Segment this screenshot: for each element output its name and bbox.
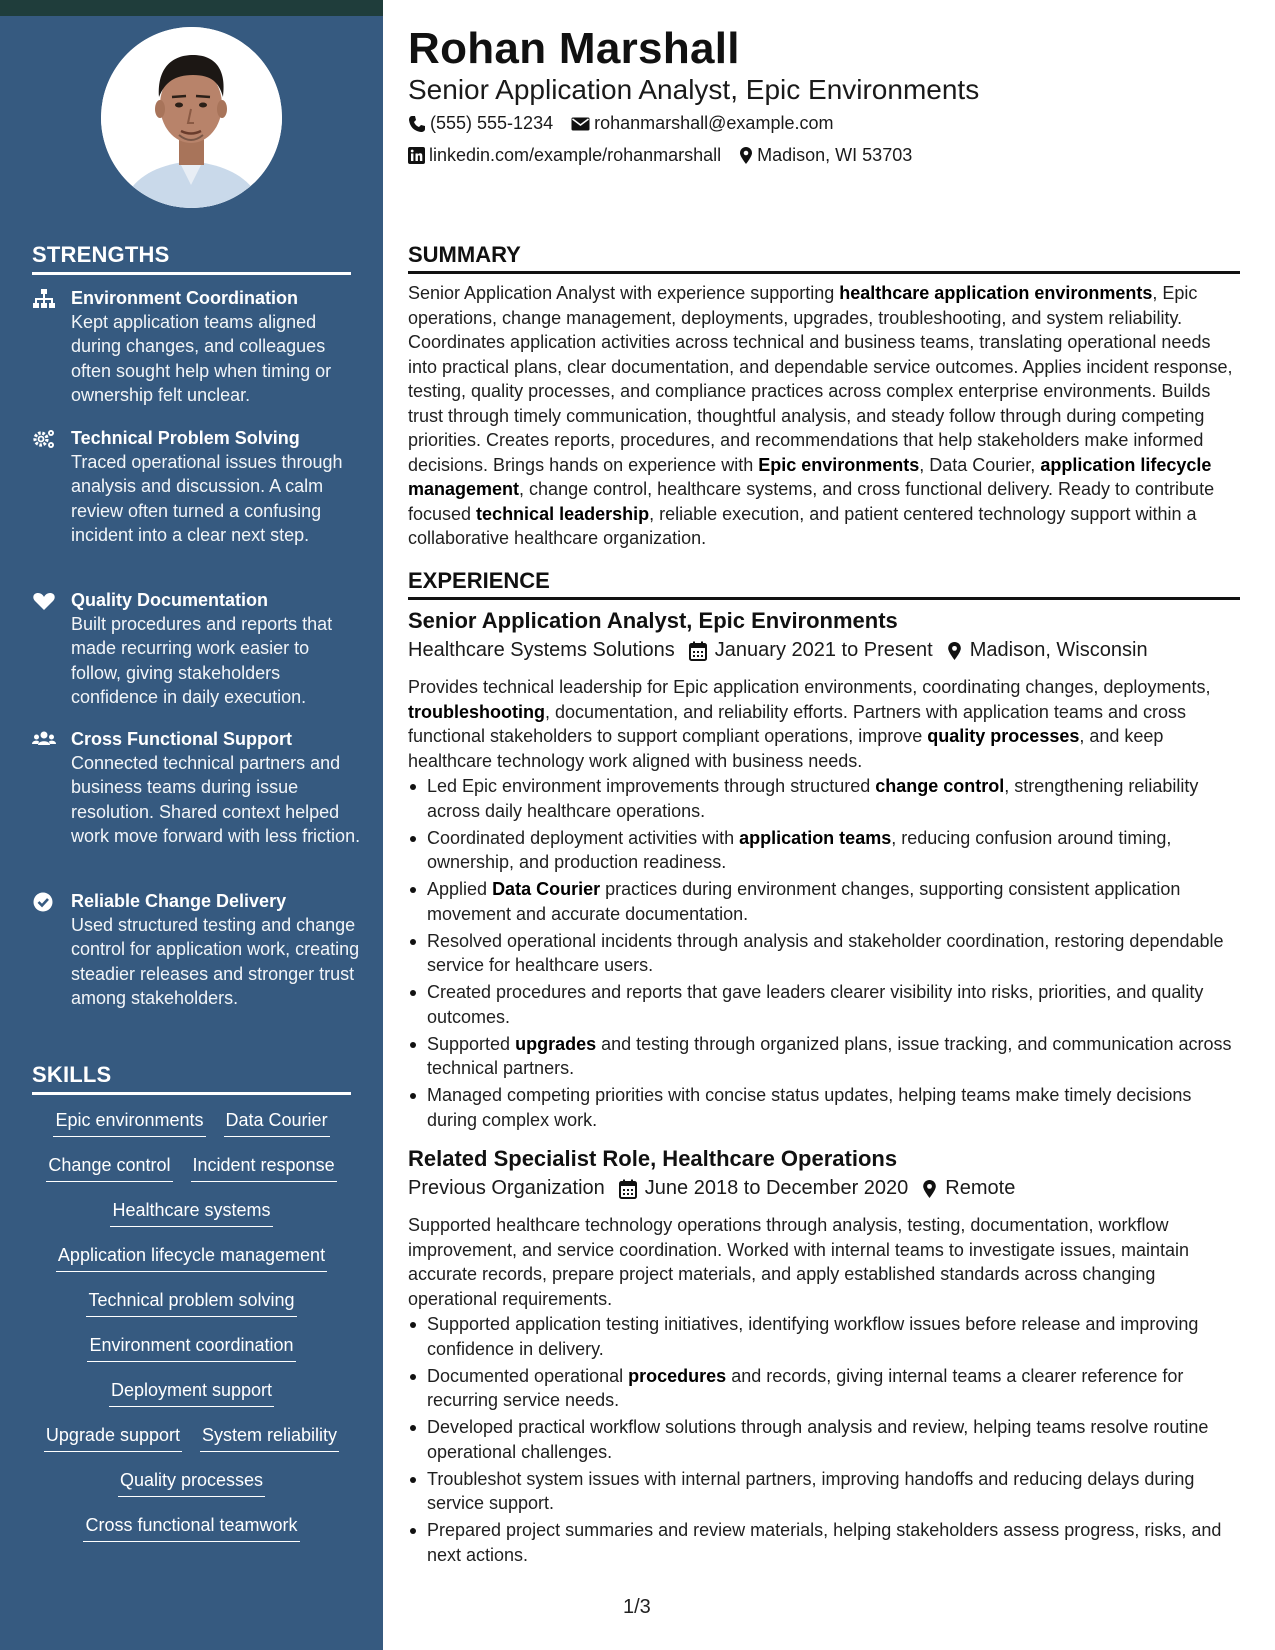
body-text: and testing through organized plans, issue tracking, and communication across technical partners. (427, 1033, 1232, 1078)
emphasis-text: troubleshooting (408, 701, 545, 722)
job-title: Related Specialist Role, Healthcare Operations (408, 1146, 898, 1171)
skill-row (32, 1423, 351, 1468)
skill-tag: System reliability (200, 1423, 339, 1452)
summary-text (408, 281, 1240, 551)
heart-icon (32, 590, 56, 612)
job-location: Madison, Wisconsin (969, 639, 1148, 661)
strength-title: Reliable Change Delivery (71, 891, 287, 911)
sitemap-icon (32, 288, 56, 310)
skill-tag: Data Courier (224, 1108, 330, 1137)
skill-tag: Application lifecycle management (56, 1243, 327, 1272)
users-icon (32, 729, 56, 751)
experience-heading: EXPERIENCE (408, 568, 1240, 600)
email-text: rohanmarshall@example.com (594, 113, 834, 133)
phone-text: (555) 555-1234 (430, 113, 554, 133)
skill-tag: Cross functional teamwork (83, 1513, 299, 1542)
job-dates: June 2018 to December 2020 (644, 1177, 909, 1199)
body-text: and records, giving internal teams a clearer reference for recurring service needs. (427, 1365, 1184, 1410)
strength-item (32, 727, 362, 848)
skills-heading: SKILLS (32, 1062, 351, 1095)
body-text: Prepared project summaries and review materials, helping stakeholders assess progress, risks, and next actions. (427, 1520, 1222, 1565)
skill-row (32, 1378, 351, 1423)
skill-tag: Quality processes (118, 1468, 265, 1497)
bullet-item (408, 1467, 1240, 1516)
emphasis-text: procedures (628, 1365, 727, 1386)
job-dates: January 2021 to Present (714, 639, 933, 661)
phone-icon (408, 115, 426, 133)
emphasis-text: technical leadership (476, 503, 650, 524)
skill-tag: Epic environments (53, 1108, 205, 1137)
body-text: Applied (427, 879, 493, 899)
strength-title: Cross Functional Support (71, 729, 293, 749)
strengths-heading: STRENGTHS (32, 242, 351, 275)
job-intro (408, 675, 1240, 773)
location-text: Madison, WI 53703 (757, 145, 913, 165)
check-circle-icon (32, 891, 56, 913)
location-contact (739, 145, 912, 166)
bullet-item (408, 929, 1240, 978)
emphasis-text: Epic environments (758, 454, 920, 475)
bullet-item (408, 1518, 1240, 1567)
body-text: Supported (427, 1033, 516, 1054)
strength-item (32, 588, 362, 709)
skill-tag: Incident response (191, 1153, 337, 1182)
job-location: Remote (945, 1177, 1016, 1199)
body-text: Created procedures and reports that gave leaders clearer visibility into risks, priorities, and quality outcomes. (427, 982, 1204, 1027)
skill-tag: Technical problem solving (86, 1288, 296, 1317)
body-text: Managed competing priorities with concise status updates, helping teams make timely decisions during complex work. (427, 1085, 1192, 1130)
strength-desc: Used structured testing and change control for application work, creating steadier releases and stronger trust among stakeholders. (71, 915, 360, 1008)
strength-desc: Traced operational issues through analysis and discussion. A calm review often turned a confusing incident into a clear next step. (71, 452, 343, 545)
map-pin-icon (922, 1179, 937, 1199)
strength-desc: Built procedures and reports that made recurring work easier to follow, giving stakeholders confidence in daily execution. (71, 614, 333, 707)
body-text: Provides technical leadership for Epic application environments, coordinating changes, deployments, (408, 677, 1211, 697)
job-company: Healthcare Systems Solutions (408, 639, 675, 661)
linkedin-contact[interactable] (408, 145, 721, 166)
skill-tag: Healthcare systems (110, 1198, 272, 1227)
skill-row (32, 1153, 351, 1198)
strength-title: Quality Documentation (71, 590, 269, 610)
bullet-item (408, 1415, 1240, 1464)
contact-row (408, 145, 930, 166)
bullet-item (408, 1083, 1240, 1132)
summary-heading: SUMMARY (408, 242, 1240, 274)
job-meta (408, 639, 1148, 662)
linkedin-text: linkedin.com/example/rohanmarshall (429, 145, 722, 165)
emphasis-text: Data Courier (492, 879, 601, 899)
emphasis-text: upgrades (515, 1033, 597, 1054)
body-text: Supported application testing initiatives, identifying workflow issues before release and improving confidence in delivery. (427, 1314, 1199, 1359)
body-text: , reliable execution, and patient centered technology support within a collaborative healthcare organization. (408, 503, 1197, 548)
emphasis-text: quality processes (927, 726, 1080, 746)
emphasis-text: change control (875, 776, 1005, 796)
skill-tag: Environment coordination (87, 1333, 295, 1362)
body-text: , strengthening reliability across daily healthcare operations. (427, 776, 1199, 821)
emphasis-text: application lifecycle management (408, 454, 1212, 499)
body-text: , reducing confusion around timing, ownership, and production readiness. (427, 827, 1172, 872)
phone-contact[interactable] (408, 113, 553, 134)
emphasis-text: healthcare application environments (839, 283, 1153, 303)
body-text: , Epic operations, change management, deployments, upgrades, troubleshooting, and system reliability. Coordinates application activities across technical and business teams, translating operational needs into practical plans, clear documentation, and dependable service outcomes. Applies incident response, testing, quality processes, and compliance practices across complex enterprise environments. Builds trust through timely communication, thoughtful analysis, and steady follow through during competing priorities. Creates reports, procedures, and recommendations that help stakeholders make informed decisions. Brings hands on experience with (408, 283, 1233, 475)
strength-desc: Connected technical partners and business teams during issue resolution. Shared context helped work move forward with less friction. (71, 753, 361, 846)
bullet-item (408, 980, 1240, 1029)
map-pin-icon (739, 146, 753, 165)
bullet-item (408, 1364, 1240, 1413)
calendar-icon (689, 641, 707, 661)
skill-row (32, 1198, 351, 1243)
body-text: practices during environment changes, supporting consistent application movement and accurate documentation. (427, 879, 1181, 924)
strength-item (32, 426, 362, 547)
skill-row (32, 1468, 351, 1513)
candidate-name: Rohan Marshall (408, 24, 740, 73)
body-text: Senior Application Analyst with experience supporting (408, 283, 840, 303)
body-text: , change control, healthcare systems, and cross functional delivery. Ready to contribute focused (408, 479, 1215, 524)
gears-icon (32, 428, 56, 450)
body-text: , Data Courier, (919, 454, 1041, 475)
skill-row (32, 1513, 351, 1558)
envelope-icon (571, 116, 590, 132)
bullet-item (408, 1032, 1240, 1081)
skill-row (32, 1288, 351, 1333)
job-company: Previous Organization (408, 1177, 605, 1199)
body-text: Supported healthcare technology operations through analysis, testing, documentation, workflow improvement, and service coordination. Worked with internal teams to investigate issues, maintain accurate records, prepare project materials, and apply established standards across changing operational requirements. (408, 1215, 1190, 1309)
sidebar (0, 0, 383, 1650)
strength-item (32, 889, 362, 1010)
skill-tag: Change control (46, 1153, 172, 1182)
calendar-icon (619, 1179, 637, 1199)
candidate-headline: Senior Application Analyst, Epic Environments (408, 74, 980, 105)
strength-title: Environment Coordination (71, 288, 298, 308)
skill-row (32, 1108, 351, 1153)
job-intro (408, 1213, 1240, 1311)
body-text: Developed practical workflow solutions through analysis and review, helping teams resolve routine operational challenges. (427, 1417, 1209, 1462)
map-pin-icon (947, 641, 962, 661)
bullet-item (408, 877, 1240, 926)
strength-item (32, 286, 362, 407)
contact-row (408, 113, 851, 134)
job-meta (408, 1177, 1015, 1200)
bullet-item (408, 774, 1240, 823)
body-text: , and keep healthcare technology work aligned with business needs. (408, 726, 1164, 771)
skill-row (32, 1243, 351, 1288)
skill-row (32, 1333, 351, 1378)
emphasis-text: application teams (739, 827, 892, 848)
email-contact[interactable] (571, 113, 833, 134)
strength-desc: Kept application teams aligned during changes, and colleagues often sought help when timing or ownership felt unclear. (71, 312, 332, 405)
body-text: Coordinated deployment activities with (427, 827, 740, 848)
body-text: Led Epic environment improvements through structured (427, 776, 876, 796)
skill-tag: Upgrade support (44, 1423, 182, 1452)
bullet-item (408, 826, 1240, 875)
job-title: Senior Application Analyst, Epic Environments (408, 608, 898, 633)
job-bullets (408, 774, 1240, 1135)
skill-tag: Deployment support (109, 1378, 274, 1407)
body-text: Resolved operational incidents through analysis and stakeholder coordination, restoring dependable service for healthcare users. (427, 930, 1224, 975)
linkedin-icon (408, 147, 425, 164)
profile-photo (101, 27, 282, 208)
sidebar-top-bar (0, 0, 383, 16)
page-number: 1/3 (623, 1596, 651, 1618)
skills-list (32, 1108, 351, 1558)
job-bullets (408, 1312, 1240, 1570)
bullet-item (408, 1312, 1240, 1361)
body-text: Documented operational (427, 1365, 629, 1386)
strength-title: Technical Problem Solving (71, 428, 300, 448)
body-text: Troubleshot system issues with internal partners, improving handoffs and reducing delays during service support. (427, 1468, 1195, 1513)
body-text: , documentation, and reliability efforts. Partners with application teams and cross functional stakeholders to support compliant operations, improve (408, 701, 1186, 746)
